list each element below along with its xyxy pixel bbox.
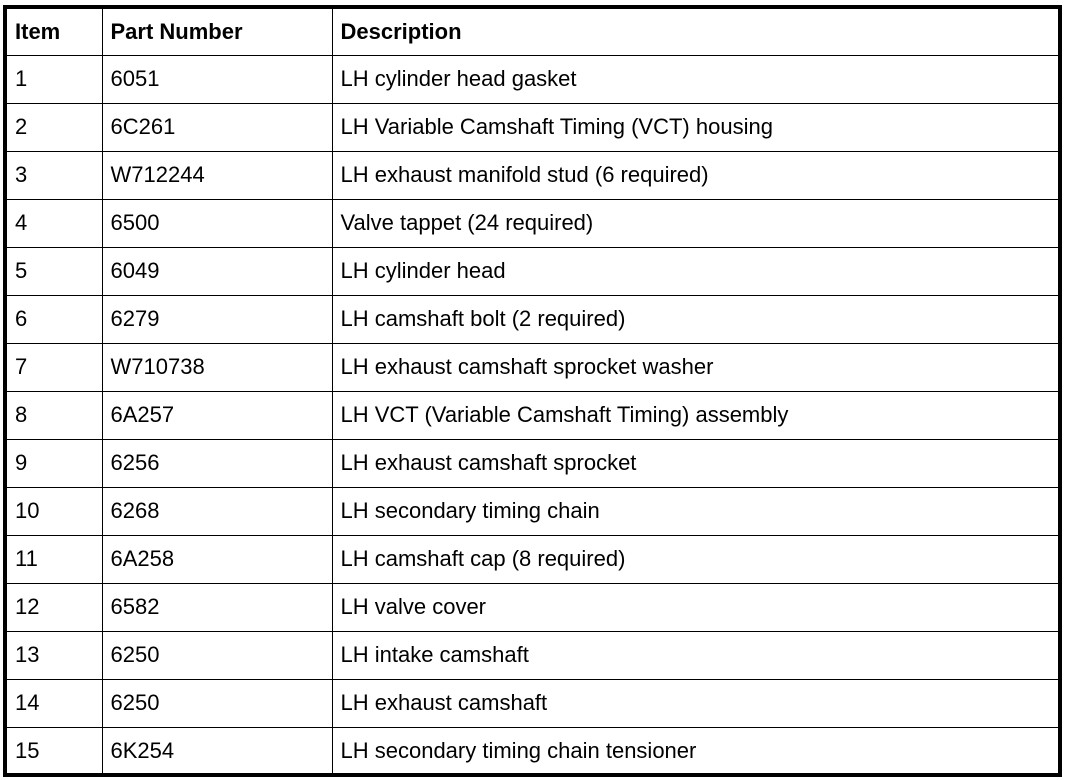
cell-description: LH exhaust manifold stud (6 required) (332, 151, 1058, 199)
cell-description: LH exhaust camshaft (332, 679, 1058, 727)
cell-part-number: W712244 (102, 151, 332, 199)
cell-item: 14 (7, 679, 102, 727)
cell-description: LH cylinder head gasket (332, 55, 1058, 103)
cell-item: 5 (7, 247, 102, 295)
cell-item: 13 (7, 631, 102, 679)
parts-table-frame (3, 5, 1062, 777)
table-row (7, 631, 1058, 679)
cell-part-number: 6268 (102, 487, 332, 535)
cell-description: LH secondary timing chain tensioner (332, 727, 1058, 775)
cell-part-number: 6256 (102, 439, 332, 487)
cell-part-number: 6A257 (102, 391, 332, 439)
cell-part-number: 6279 (102, 295, 332, 343)
column-header-description: Description (332, 9, 1058, 55)
table-row (7, 439, 1058, 487)
table-row (7, 679, 1058, 727)
cell-description: LH intake camshaft (332, 631, 1058, 679)
cell-part-number: 6582 (102, 583, 332, 631)
table-row (7, 391, 1058, 439)
cell-description: LH secondary timing chain (332, 487, 1058, 535)
cell-description: Valve tappet (24 required) (332, 199, 1058, 247)
table-body (7, 55, 1058, 775)
table-row (7, 295, 1058, 343)
cell-item: 11 (7, 535, 102, 583)
table-row (7, 583, 1058, 631)
cell-item: 6 (7, 295, 102, 343)
cell-description: LH cylinder head (332, 247, 1058, 295)
table-row (7, 487, 1058, 535)
cell-description: LH exhaust camshaft sprocket washer (332, 343, 1058, 391)
cell-part-number: W710738 (102, 343, 332, 391)
cell-description: LH valve cover (332, 583, 1058, 631)
table-header-row (7, 9, 1058, 55)
cell-part-number: 6A258 (102, 535, 332, 583)
cell-part-number: 6500 (102, 199, 332, 247)
cell-item: 15 (7, 727, 102, 775)
cell-description: LH exhaust camshaft sprocket (332, 439, 1058, 487)
cell-item: 10 (7, 487, 102, 535)
cell-description: LH camshaft cap (8 required) (332, 535, 1058, 583)
cell-part-number: 6K254 (102, 727, 332, 775)
column-header-part-number: Part Number (102, 9, 332, 55)
cell-item: 1 (7, 55, 102, 103)
cell-item: 4 (7, 199, 102, 247)
table-row (7, 535, 1058, 583)
table-row (7, 151, 1058, 199)
cell-item: 2 (7, 103, 102, 151)
cell-part-number: 6250 (102, 631, 332, 679)
cell-item: 7 (7, 343, 102, 391)
cell-part-number: 6250 (102, 679, 332, 727)
table-row (7, 199, 1058, 247)
table-row (7, 247, 1058, 295)
column-header-item: Item (7, 9, 102, 55)
table-row (7, 103, 1058, 151)
cell-description: LH VCT (Variable Camshaft Timing) assembly (332, 391, 1058, 439)
cell-item: 8 (7, 391, 102, 439)
parts-table (7, 9, 1058, 775)
cell-part-number: 6051 (102, 55, 332, 103)
cell-part-number: 6049 (102, 247, 332, 295)
table-row (7, 55, 1058, 103)
cell-part-number: 6C261 (102, 103, 332, 151)
cell-item: 3 (7, 151, 102, 199)
cell-description: LH camshaft bolt (2 required) (332, 295, 1058, 343)
cell-item: 9 (7, 439, 102, 487)
cell-item: 12 (7, 583, 102, 631)
table-row (7, 727, 1058, 775)
cell-description: LH Variable Camshaft Timing (VCT) housing (332, 103, 1058, 151)
table-row (7, 343, 1058, 391)
